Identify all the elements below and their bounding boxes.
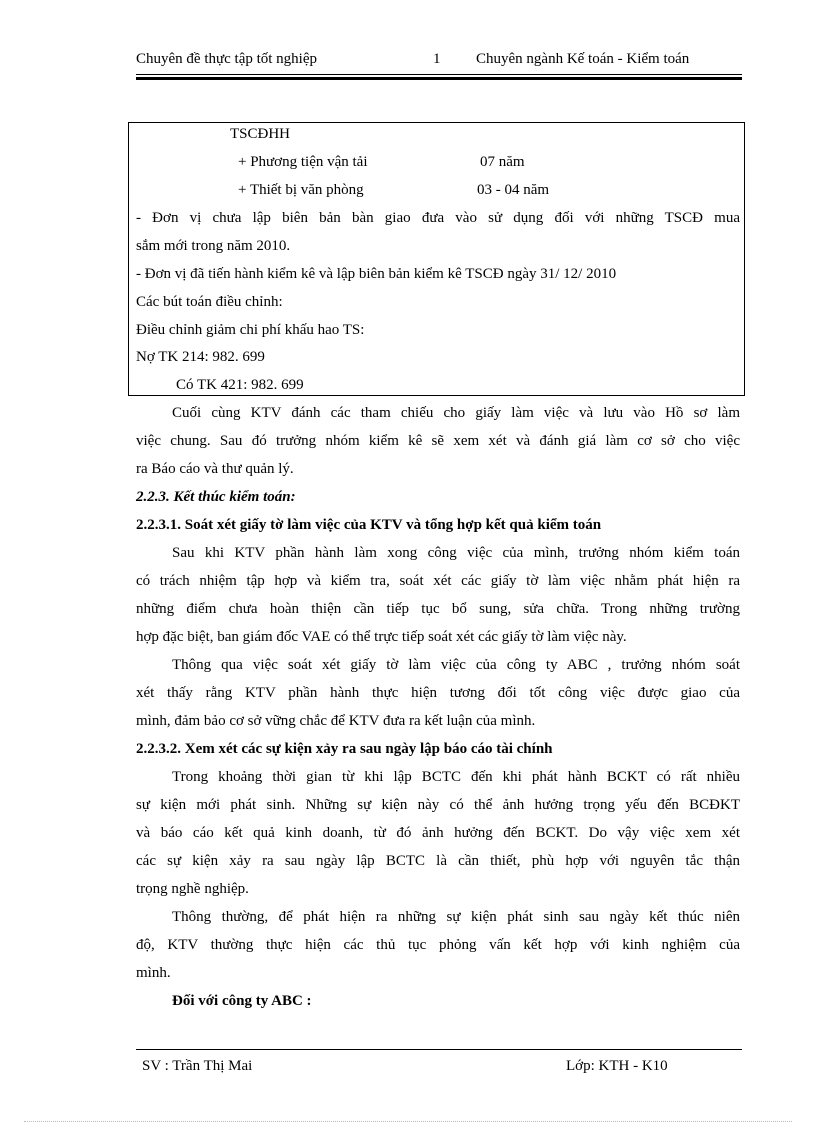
page-header [136, 48, 742, 70]
box-line: + Thiết bị văn phòng [238, 182, 364, 198]
page-bottom-edge [24, 1121, 792, 1122]
paragraph-line: mình, đảm bảo cơ sở vững chắc để KTV đưa ra kết luận của mình. [136, 713, 536, 729]
paragraph-line: sự kiện mới phát sinh. Những sự kiện này có thể ảnh hưởng trọng yếu đến BCĐKT [136, 797, 740, 813]
subsection-heading: 2.2.3.2. Xem xét các sự kiện xảy ra sau ngày lập báo cáo tài chính [136, 741, 553, 757]
box-line: Điều chỉnh giảm chi phí khấu hao TS: [136, 322, 365, 338]
box-line: TSCĐHH [230, 126, 291, 142]
paragraph-line: xét thấy rằng KTV phần hành thực hiện tương đối tốt công việc được giao của [136, 685, 740, 701]
box-line: 03 - 04 năm [477, 182, 550, 198]
paragraph-line: ra Báo cáo và thư quản lý. [136, 461, 294, 477]
box-line: Có TK 421: 982. 699 [176, 377, 304, 393]
paragraph-line: Thông qua việc soát xét giấy tờ làm việc của công ty ABC , trưởng nhóm soát [172, 657, 740, 673]
paragraph-line: Cuối cùng KTV đánh các tham chiếu cho giấy làm việc và lưu vào Hồ sơ làm [172, 405, 740, 421]
section-heading: 2.2.3. Kết thúc kiểm toán: [136, 489, 296, 505]
paragraph-line: Thông thường, để phát hiện ra những sự kiện phát sinh sau ngày kết thúc niên [172, 909, 740, 925]
footer-student: SV : Trần Thị Mai [142, 1058, 253, 1074]
paragraph-line: độ, KTV thường thực hiện các thủ tục phỏng vấn kết hợp với kinh nghiệm của [136, 937, 740, 953]
box-line: sắm mới trong năm 2010. [136, 238, 291, 254]
paragraph-line: những điểm chưa hoàn thiện cần tiếp tục bổ sung, sửa chữa. Trong những trường [136, 601, 740, 617]
footer-class: Lớp: KTH - K10 [566, 1058, 668, 1074]
box-line: Các bút toán điều chỉnh: [136, 294, 283, 310]
header-right-text: Chuyên ngành Kế toán - Kiểm toán [476, 51, 690, 67]
subsection-heading: Đối với công ty ABC : [172, 993, 312, 1009]
paragraph-line: Trong khoảng thời gian từ khi lập BCTC đến khi phát hành BCKT có rất nhiều [172, 769, 740, 785]
paragraph-line: các sự kiện xảy ra sau ngày lập BCTC là cần thiết, phù hợp với nguyên tắc thận [136, 853, 740, 869]
paragraph-line: hợp đặc biệt, ban giám đốc VAE có thể trực tiếp soát xét các giấy tờ làm việc này. [136, 629, 627, 645]
page-number: 1 [433, 51, 441, 67]
paragraph-line: mình. [136, 965, 171, 981]
paragraph-line: có trách nhiệm tập hợp và kiểm tra, soát xét các giấy tờ làm việc nhằm phát hiện ra [136, 573, 740, 589]
box-line: 07 năm [480, 154, 525, 170]
paragraph-line: việc chung. Sau đó trưởng nhóm kiểm kê sẽ xem xét và đánh giá làm cơ sở cho việc [136, 433, 740, 449]
subsection-heading: 2.2.3.1. Soát xét giấy tờ làm việc của KTV và tổng hợp kết quả kiểm toán [136, 517, 602, 533]
box-line: - Đơn vị đã tiến hành kiểm kê và lập biên bản kiểm kê TSCĐ ngày 31/ 12/ 2010 [136, 266, 617, 282]
footer-rule [136, 1049, 742, 1050]
box-line: - Đơn vị chưa lập biên bản bàn giao đưa vào sử dụng đối với những TSCĐ mua [136, 210, 740, 226]
paragraph-line: trọng nghề nghiệp. [136, 881, 249, 897]
box-line: + Phương tiện vận tải [238, 154, 368, 170]
header-rule-thin [136, 74, 742, 75]
header-rule-thick [136, 77, 742, 80]
paragraph-line: và báo cáo kết quả kinh doanh, từ đó ảnh hưởng đến BCKT. Do vậy việc xem xét [136, 825, 740, 841]
box-line: Nợ TK 214: 982. 699 [136, 349, 265, 365]
header-left-text: Chuyên đề thực tập tốt nghiệp [136, 51, 318, 67]
paragraph-line: Sau khi KTV phần hành làm xong công việc của mình, trưởng nhóm kiểm toán [172, 545, 740, 561]
